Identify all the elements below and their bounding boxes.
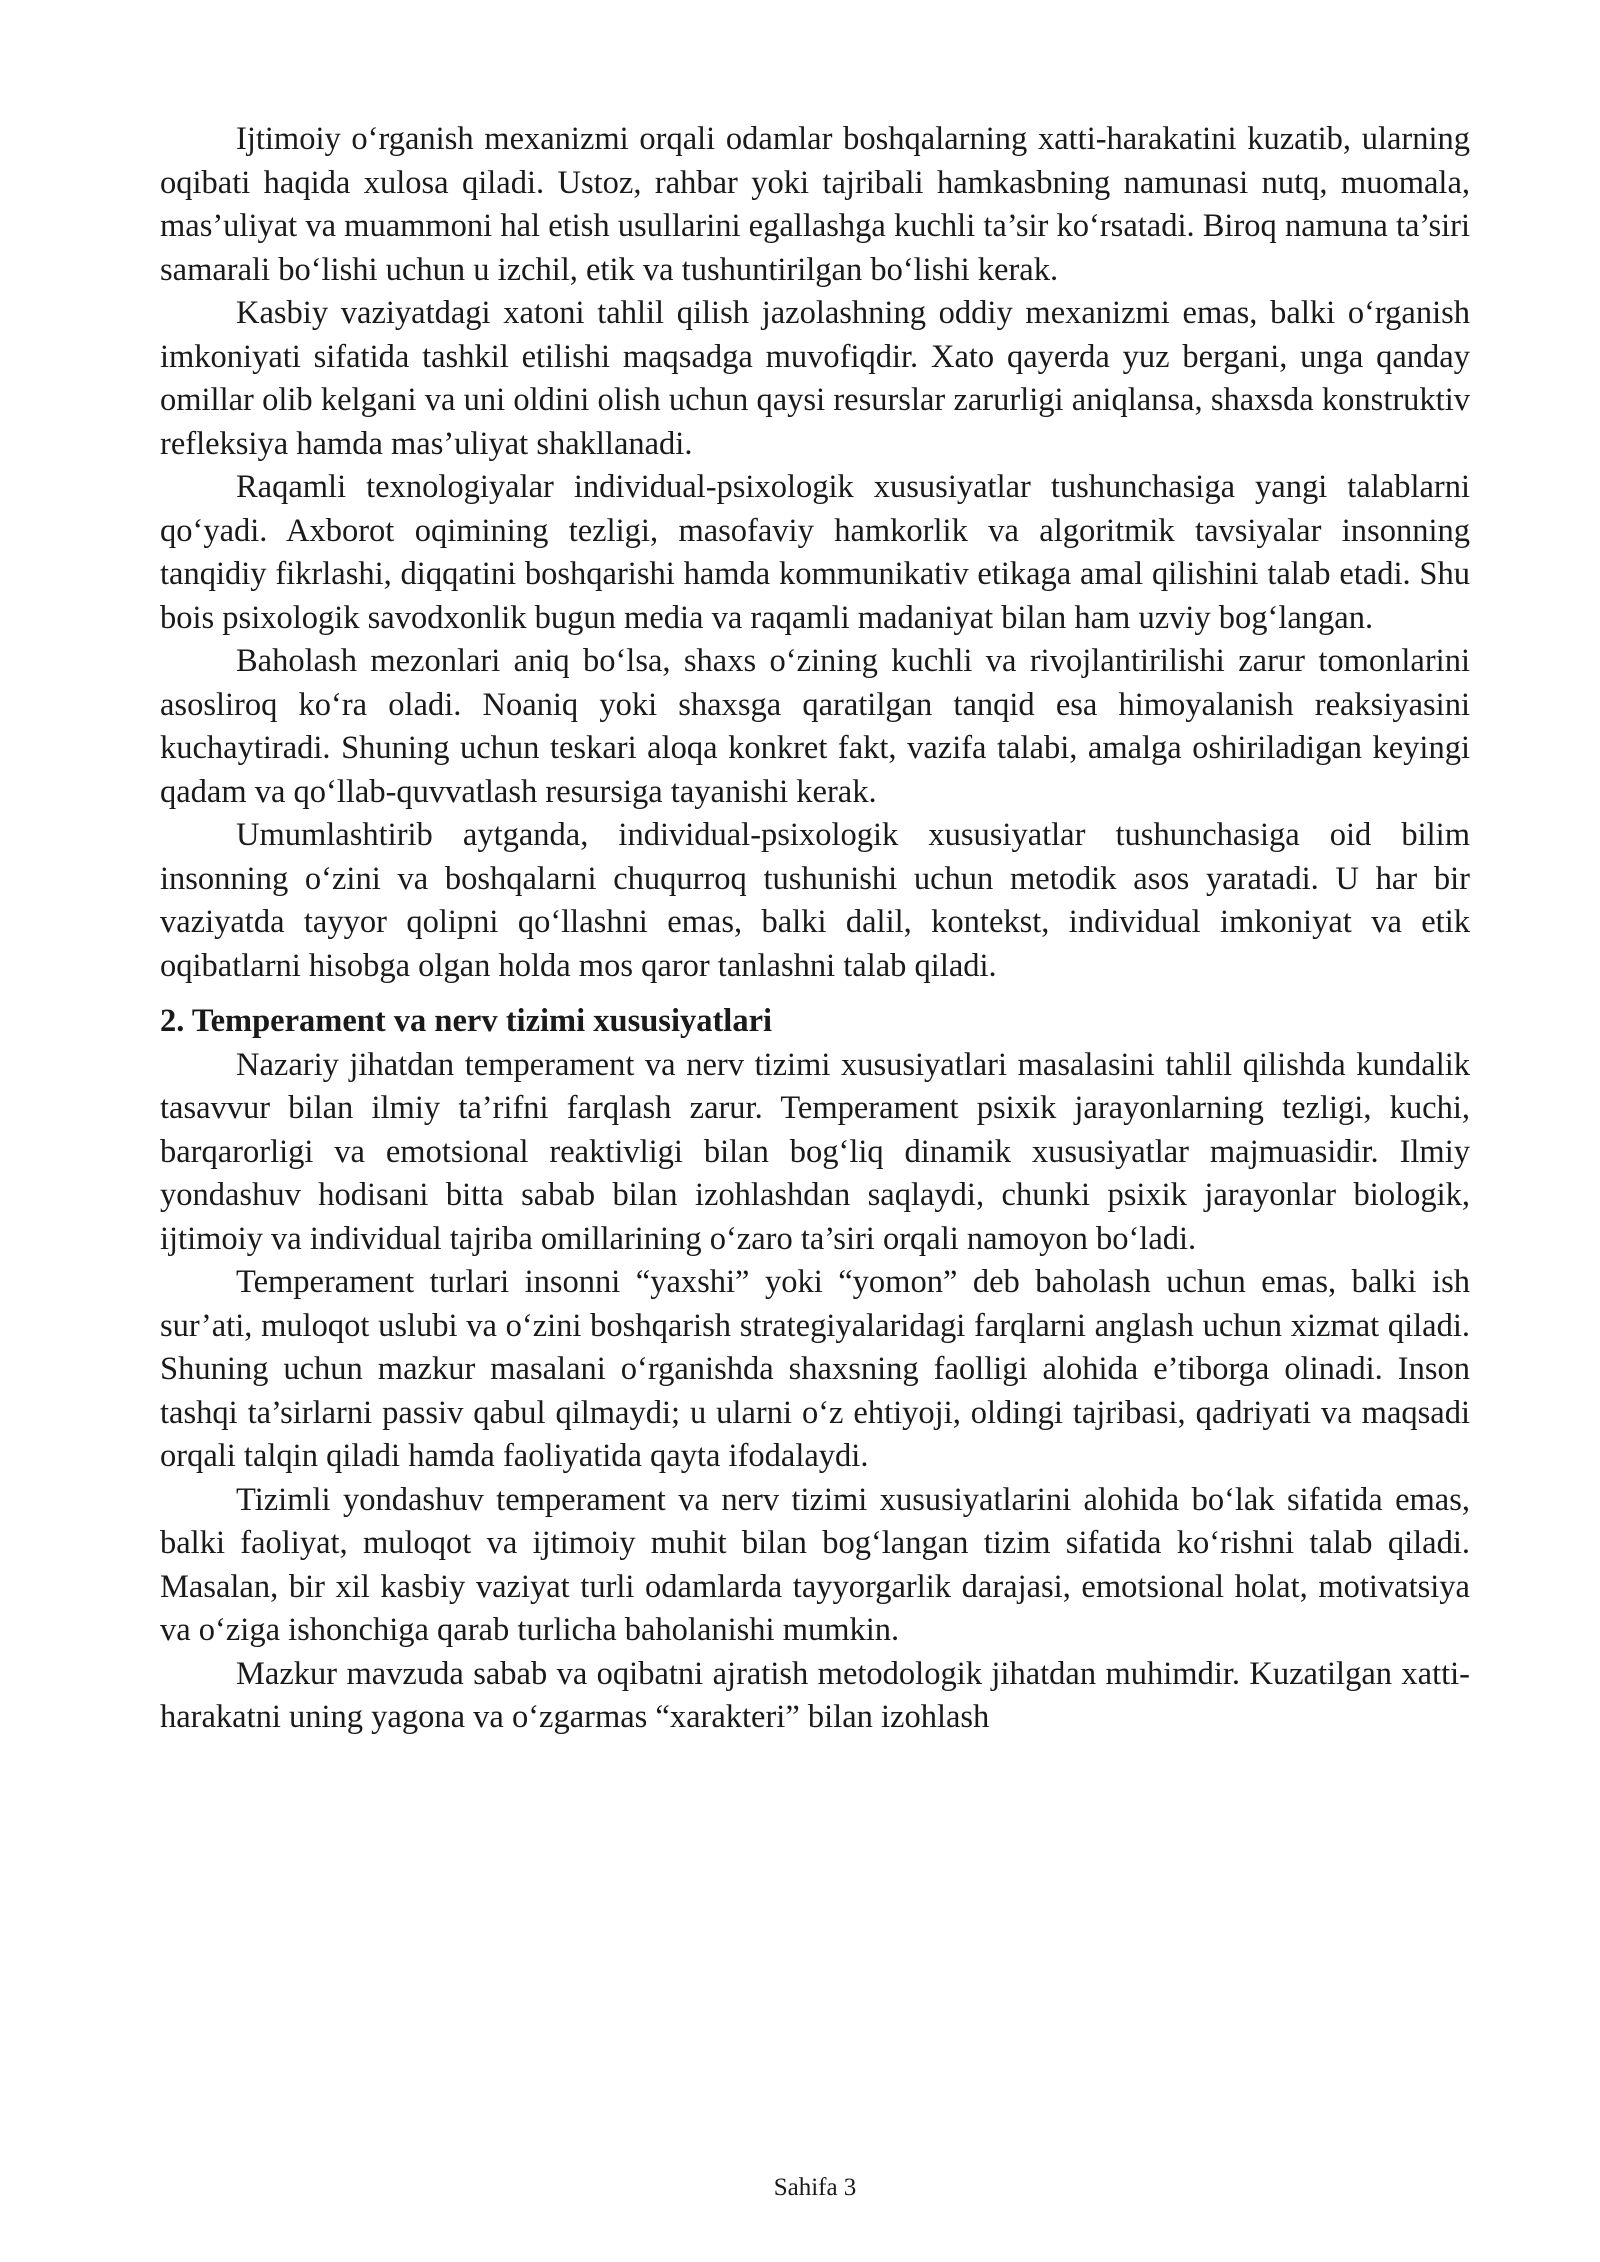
paragraph-cause-effect: Mazkur mavzuda sabab va oqibatni ajratish metodologik jihatdan muhimdir. Kuzatilgan xatti-harakatni uning yagona va o‘zgarmas “xarakteri” bilan izohlash <box>160 1655 1470 1735</box>
paragraph-systemic-approach: Tizimli yondashuv temperament va nerv tizimi xususiyatlarini alohida bo‘lak sifatida emas, balki faoliyat, muloqot va ijtimoiy muhit bilan bog‘langan tizim sifatida ko‘rishni talab qiladi. Masalan, bir xil kasbiy vaziyat turli odamlarda tayyorgarlik darajasi, emotsional holat, motivatsiya va o‘ziga ishonchiga qarab turlicha baholanishi mumkin. <box>160 1481 1470 1648</box>
paragraph-conclusion: Umumlashtirib aytganda, individual-psixologik xususiyatlar tushunchasiga oid bilim insonning o‘zini va boshqalarni chuqurroq tushunishi uchun metodik asos yaratadi. U har bir vaziyatda tayyor qolipni qo‘llashni emas, balki dalil, kontekst, individual imkoniyat va etik oqibatlarni hisobga olgan holda mos qaror tanlashni talab qiladi. <box>160 817 1470 984</box>
document-page <box>160 118 1470 1740</box>
paragraph-temperament-definition: Nazariy jihatdan temperament va nerv tizimi xususiyatlari masalasini tahlil qilishda kundalik tasavvur bilan ilmiy ta’rifni farqlash zarur. Temperament psixik jarayonlarning tezligi, kuchi, barqarorligi va emotsional reaktivligi bilan bog‘liq dinamik xususiyatlar majmuasidir. Ilmiy yondashuv hodisani bitta sabab bilan izohlashdan saqlaydi, chunki psixik jarayonlar biologik, ijtimoiy va individual tajriba omillarining o‘zaro ta’siri orqali namoyon bo‘ladi. <box>160 1046 1470 1257</box>
section-heading: 2. Temperament va nerv tizimi xususiyatlari <box>160 1003 773 1039</box>
paragraph-social-learning: Ijtimoiy o‘rganish mexanizmi orqali odamlar boshqalarning xatti-harakatini kuzatib, ularning oqibati haqida xulosa qiladi. Ustoz, rahbar yoki tajribali hamkasbning namunasi nutq, muomala, mas’uliyat va muammoni hal etish usullarini egallashga kuchli ta’sir ko‘rsatadi. Biroq namuna ta’siri samarali bo‘lishi uchun u izchil, etik va tushuntirilgan bo‘lishi kerak. <box>160 121 1470 288</box>
page-number: Sahifa 3 <box>773 2174 857 2201</box>
paragraph-error-analysis: Kasbiy vaziyatdagi xatoni tahlil qilish jazolashning oddiy mexanizmi emas, balki o‘rganish imkoniyati sifatida tashkil etilishi maqsadga muvofiqdir. Xato qayerda yuz bergani, unga qanday omillar olib kelgani va uni oldini olish uchun qaysi resurslar zarurligi aniqlansa, shaxsda konstruktiv refleksiya hamda mas’uliyat shakllanadi. <box>160 295 1470 462</box>
paragraph-digital-technologies: Raqamli texnologiyalar individual-psixologik xususiyatlar tushunchasiga yangi talablarni qo‘yadi. Axborot oqimining tezligi, masofaviy hamkorlik va algoritmik tavsiyalar insonning tanqidiy fikrlashi, diqqatini boshqarishi hamda kommunikativ etikaga amal qilishini talab etadi. Shu bois psixologik savodxonlik bugun media va raqamli madaniyat bilan ham uzviy bog‘langan. <box>160 469 1470 636</box>
paragraph-temperament-types: Temperament turlari insonni “yaxshi” yoki “yomon” deb baholash uchun emas, balki ish sur’ati, muloqot uslubi va o‘zini boshqarish strategiyalaridagi farqlarni anglash uchun xizmat qiladi. Shuning uchun mazkur masalani o‘rganishda shaxsning faolligi alohida e’tiborga olinadi. Inson tashqi ta’sirlarni passiv qabul qilmaydi; u ularni o‘z ehtiyoji, oldingi tajribasi, qadriyati va maqsadi orqali talqin qiladi hamda faoliyatida qayta ifodalaydi. <box>160 1264 1470 1474</box>
paragraph-assessment-criteria: Baholash mezonlari aniq bo‘lsa, shaxs o‘zining kuchli va rivojlantirilishi zarur tomonlarini asosliroq ko‘ra oladi. Noaniq yoki shaxsga qaratilgan tanqid esa himoyalanish reaksiyasini kuchaytiradi. Shuning uchun teskari aloqa konkret fakt, vazifa talabi, amalga oshiriladigan keyingi qadam va qo‘llab-quvvatlash resursiga tayanishi kerak. <box>160 643 1470 810</box>
